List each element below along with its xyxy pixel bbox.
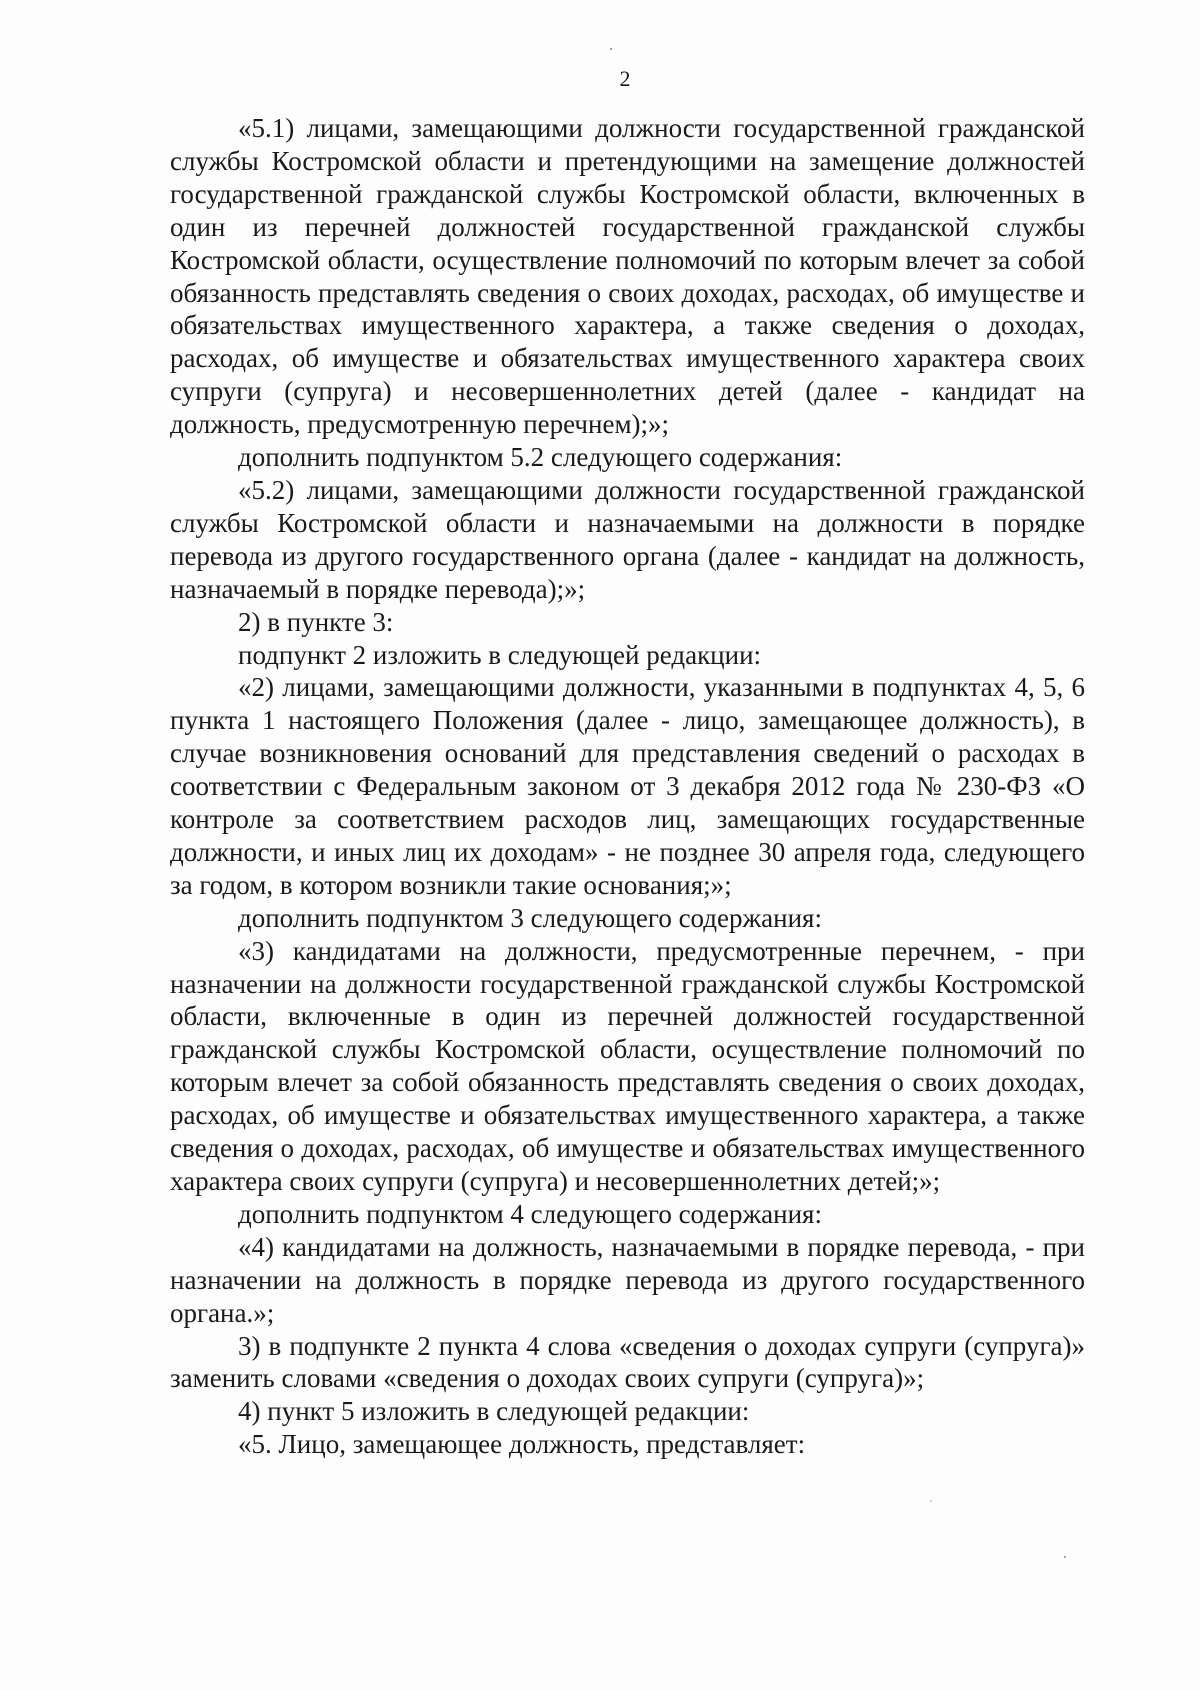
scan-speck bbox=[1064, 1556, 1066, 1558]
scan-speck bbox=[930, 1500, 932, 1502]
paragraph-item-5-start: «5. Лицо, замещающее должность, представляет: bbox=[238, 1429, 806, 1460]
page-number: 2 bbox=[619, 66, 631, 91]
paragraph-5-2: «5.2) лицами, замещающими должности государственной гражданской службы Костромской области и назначаемыми на должности в порядке перевода из другого государственного органа (далее - кандидат на должность, назначаемый в порядке перевода);»; bbox=[170, 474, 1085, 604]
paragraph-add-3: дополнить подпунктом 3 следующего содержания: bbox=[238, 902, 822, 933]
paragraph-sub-3-text: «3) кандидатами на должности, предусмотренные перечнем, - при назначении на должности государственной гражданской службы Костромской области, включенные в один из перечней должностей государственной гражданской службы Костромской области, осуществление полномочий по которым влечет за собой обязанность представлять сведения о своих доходах, расходах, об имуществе и обязательствах имущественного характера, а также сведения о доходах, расходах, об имуществе и обязательствах имущественного характера своих супруги (супруга) и несовершеннолетних детей;»; bbox=[170, 935, 1085, 1196]
paragraph-sub-4-text: «4) кандидатами на должность, назначаемыми в порядке перевода, - при назначении на должность в порядке перевода из другого государственного органа.»; bbox=[170, 1231, 1085, 1328]
paragraph-item-4: 4) пункт 5 изложить в следующей редакции: bbox=[238, 1396, 750, 1427]
paragraph-item-3: 3) в подпункте 2 пункта 4 слова «сведения о доходах супруги (супруга)» заменить словами «сведения о доходах своих супруги (супруга)»; bbox=[170, 1330, 1085, 1394]
paragraph-sub-2-text: «2) лицами, замещающими должности, указанными в подпунктах 4, 5, 6 пункта 1 настоящего Положения (далее - лицо, замещающее должность), в случае возникновения оснований для представления сведений о расходах в соответствии с Федеральным законом от 3 декабря 2012 года № 230-ФЗ «О контроле за соответствием расходов лиц, замещающих государственные должности, и иных лиц их доходам» - не позднее 30 апреля года, следующего за годом, в котором возникли такие основания;»; bbox=[170, 672, 1085, 900]
paragraph-add-4: дополнить подпунктом 4 следующего содержания: bbox=[238, 1198, 822, 1229]
paragraph-sub-2-edit: подпункт 2 изложить в следующей редакции: bbox=[238, 639, 762, 670]
scan-speck bbox=[610, 48, 612, 50]
document-body bbox=[170, 112, 1085, 1461]
paragraph-item-2: 2) в пункте 3: bbox=[238, 606, 394, 637]
paragraph-5-1: «5.1) лицами, замещающими должности государственной гражданской службы Костромской области и претендующими на замещение должностей государственной гражданской службы Костромской области, включенных в один из перечней должностей государственной гражданской службы Костромской области, осуществление полномочий по которым влечет за собой обязанность представлять сведения о своих доходах, расходах, об имуществе и обязательствах имущественного характера, а также сведения о доходах, расходах, об имуществе и обязательствах имущественного характера своих супруги (супруга) и несовершеннолетних детей (далее - кандидат на должность, предусмотренную перечнем);»; bbox=[170, 113, 1085, 440]
paragraph-add-5-2: дополнить подпунктом 5.2 следующего содержания: bbox=[238, 442, 843, 473]
